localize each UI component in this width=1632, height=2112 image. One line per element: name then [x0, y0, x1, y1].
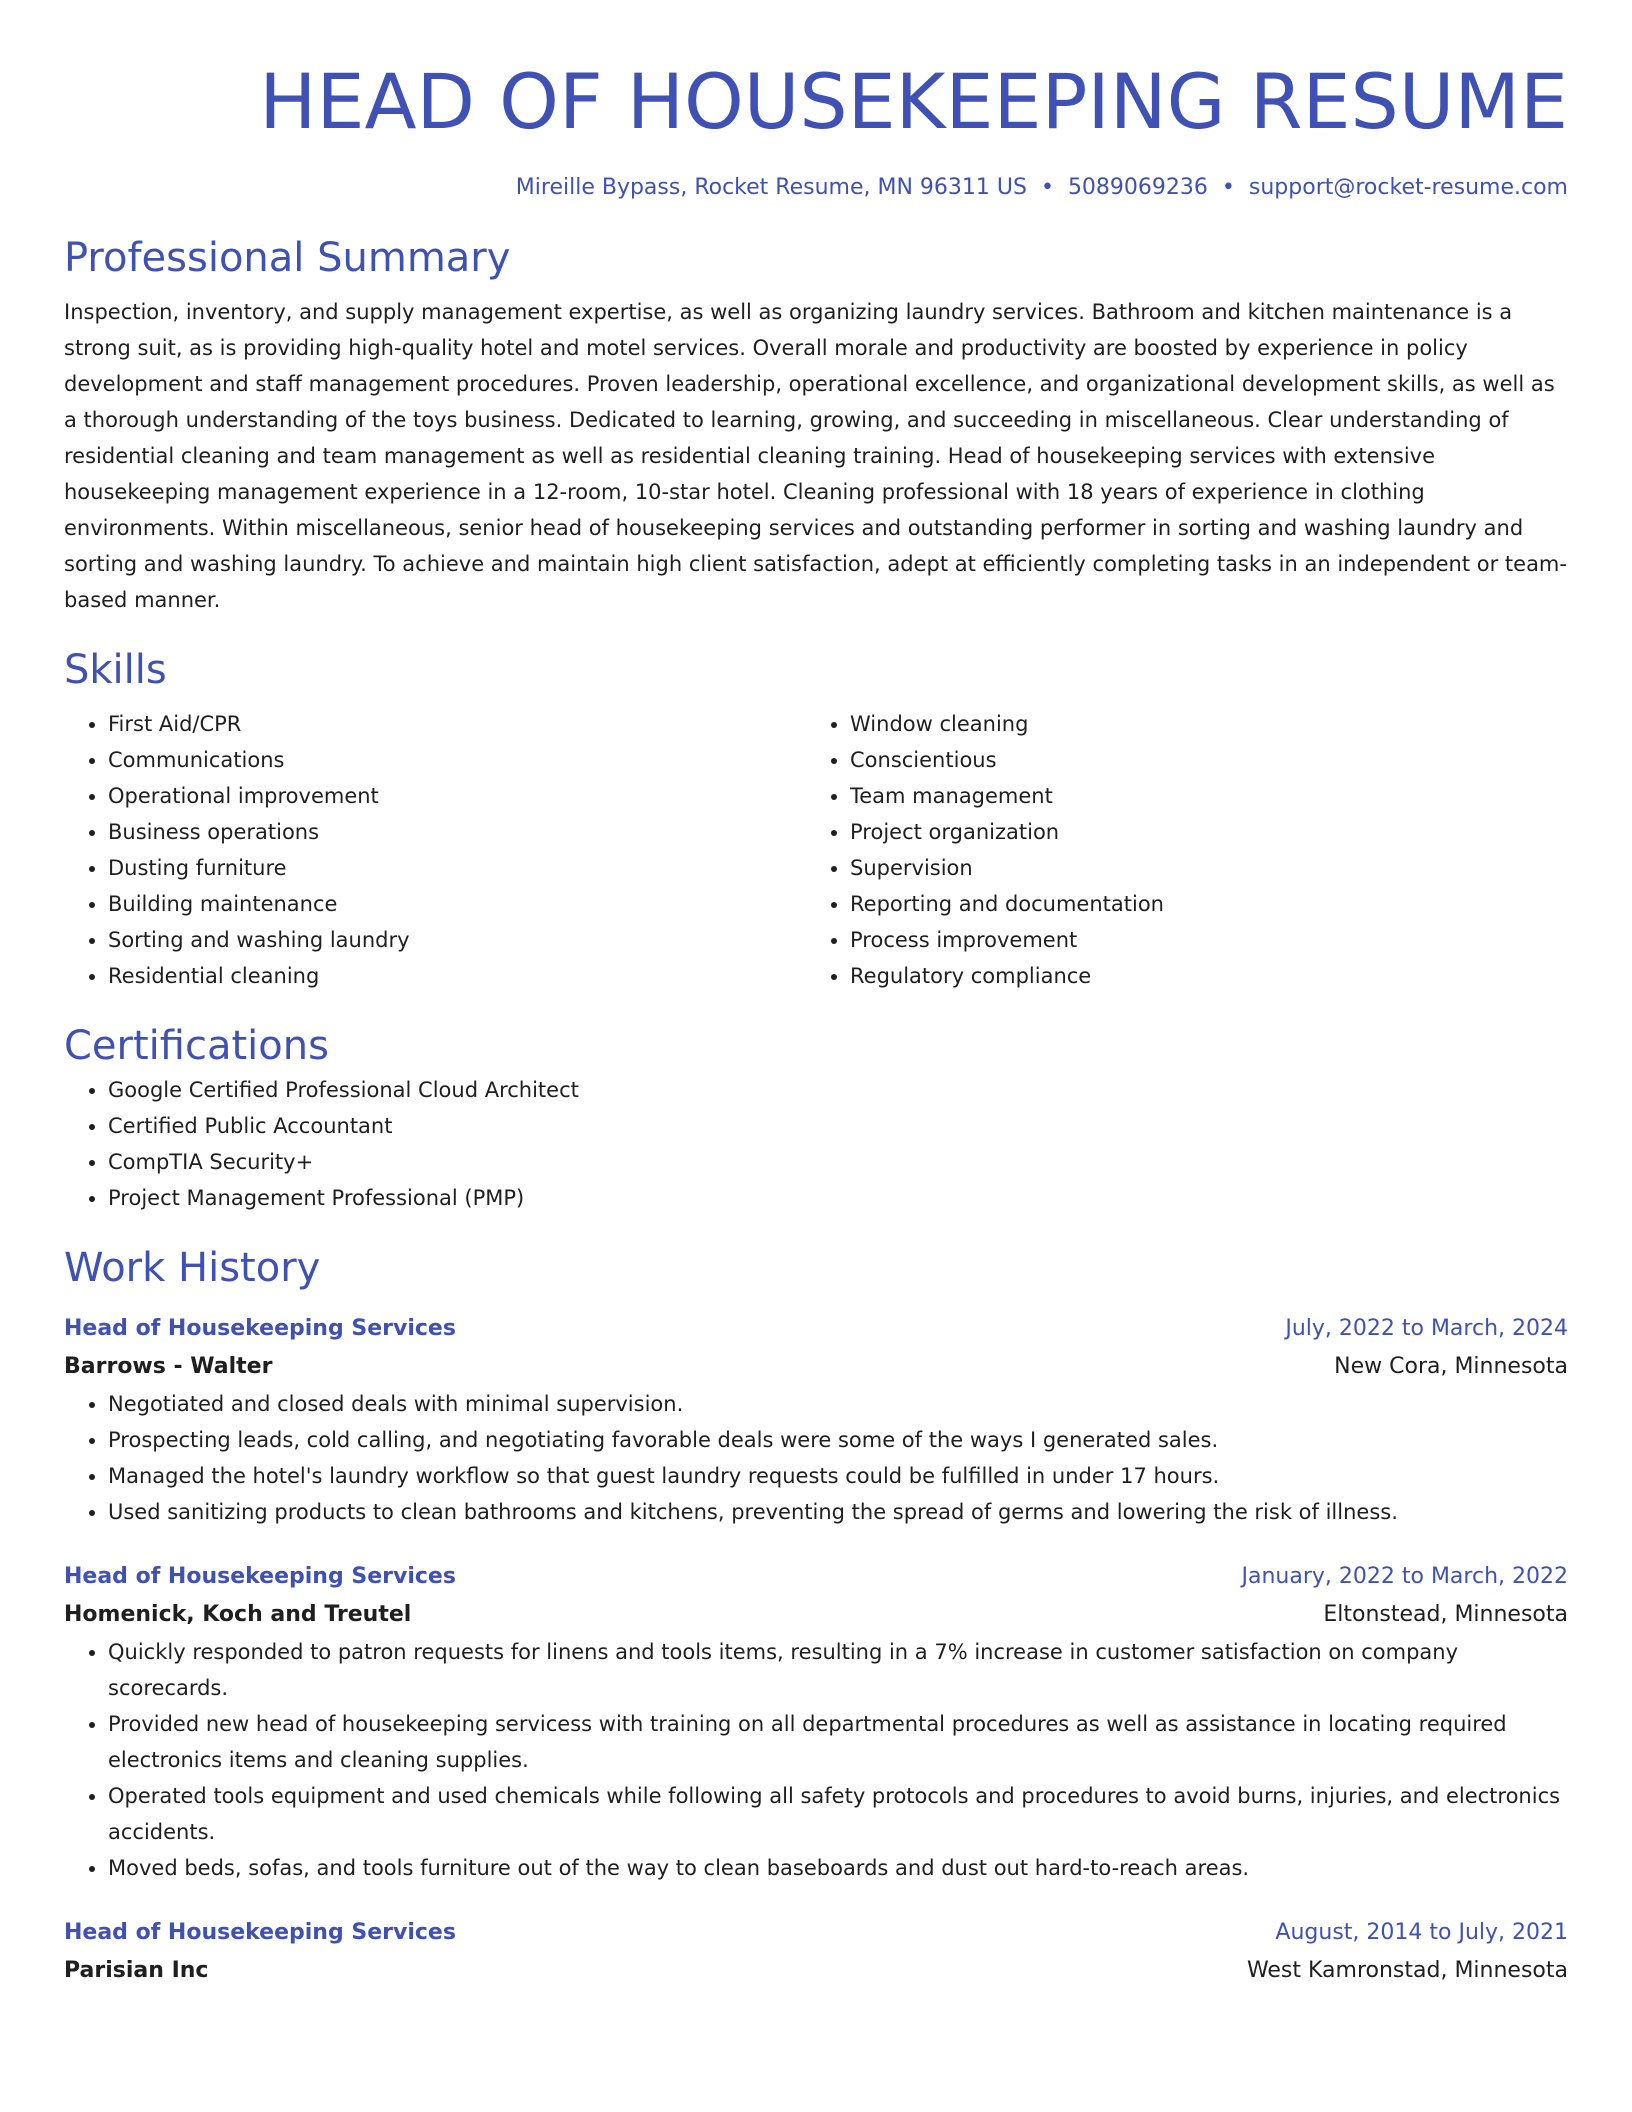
certification-item: • Project Management Professional (PMP) — [108, 1180, 1568, 1216]
skill-item: • Process improvement — [850, 922, 1548, 958]
contact-line — [64, 172, 1568, 204]
skills-column-right — [806, 706, 1548, 994]
skill-item: • Building maintenance — [108, 886, 806, 922]
certification-item: • CompTIA Security+ — [108, 1144, 1568, 1180]
certification-item: • Google Certified Professional Cloud Architect — [108, 1072, 1568, 1108]
skill-item: • Sorting and washing laundry — [108, 922, 806, 958]
skill-item: • Communications — [108, 742, 806, 778]
skills-heading: Skills — [64, 647, 167, 693]
job-entry — [64, 1914, 1568, 1990]
certifications-heading: Certifications — [64, 1023, 329, 1069]
certifications-list — [64, 1072, 1568, 1216]
job-dates: January, 2022 to March, 2022 — [1241, 1564, 1568, 1589]
job-location: Eltonstead, Minnesota — [1323, 1602, 1568, 1627]
skills-list-left — [64, 706, 806, 994]
job-bullet: • Provided new head of housekeeping servicess with training on all departmental procedures as well as assistance in locating required electronics items and cleaning supplies. — [108, 1706, 1568, 1778]
skill-item: • Window cleaning — [850, 706, 1548, 742]
skill-item: • Team management — [850, 778, 1548, 814]
job-bullets — [64, 1634, 1568, 1886]
job-company: Barrows - Walter — [64, 1354, 273, 1379]
job-header-row — [64, 1558, 1568, 1596]
summary-text: Inspection, inventory, and supply management expertise, as well as organizing laundry services. Bathroom and kitchen maintenance is a strong suit, as is providing high-quality hotel and motel services. Overall morale and productivity are boosted by experience in policy development and staff management procedures. Proven leadership, operational excellence, and organizational development skills, as well as a thorough understanding of the toys business. Dedicated to learning, growing, and succeeding in miscellaneous. Clear understanding of residential cleaning and team management as well as residential cleaning training. Head of housekeeping services with extensive housekeeping management experience in a 12-room, 10-star hotel. Cleaning professional with 18 years of experience in clothing environments. Within miscellaneous, senior head of housekeeping services and outstanding performer in sorting and washing laundry and sorting and washing laundry. To achieve and maintain high client satisfaction, adept at efficiently completing tasks in an independent or team-based manner. — [64, 300, 1567, 612]
job-entry — [64, 1310, 1568, 1530]
job-role: Head of Housekeeping Services — [64, 1564, 456, 1589]
summary-heading: Professional Summary — [64, 235, 511, 281]
contact-address: Mireille Bypass, Rocket Resume, MN 96311 US — [515, 175, 1027, 200]
job-bullet: • Managed the hotel's laundry workflow so that guest laundry requests could be fulfilled in under 17 hours. — [108, 1458, 1568, 1494]
skill-item: • Residential cleaning — [108, 958, 806, 994]
job-location: West Kamronstad, Minnesota — [1246, 1958, 1568, 1983]
skill-item: • Supervision — [850, 850, 1548, 886]
skill-item: • Operational improvement — [108, 778, 806, 814]
contact-email: support@rocket-resume.com — [1248, 175, 1568, 200]
skills-column-left — [64, 706, 806, 994]
job-bullet: • Prospecting leads, cold calling, and negotiating favorable deals were some of the ways I generated sales. — [108, 1422, 1568, 1458]
work-history-heading: Work History — [64, 1245, 321, 1291]
skills-grid — [64, 706, 1568, 994]
certification-item: • Certified Public Accountant — [108, 1108, 1568, 1144]
job-company-row — [64, 1596, 1568, 1634]
skill-item: • First Aid/CPR — [108, 706, 806, 742]
resume-title: HEAD OF HOUSEKEEPING RESUME — [259, 57, 1568, 146]
skills-list-right — [806, 706, 1548, 994]
skill-item: • Regulatory compliance — [850, 958, 1548, 994]
contact-separator: • — [1221, 175, 1235, 200]
job-company: Parisian Inc — [64, 1958, 209, 1983]
job-company-row — [64, 1952, 1568, 1990]
job-company-row — [64, 1348, 1568, 1386]
job-bullet: • Moved beds, sofas, and tools furniture out of the way to clean baseboards and dust out hard-to-reach areas. — [108, 1850, 1568, 1886]
job-dates: July, 2022 to March, 2024 — [1285, 1316, 1568, 1341]
skill-item: • Dusting furniture — [108, 850, 806, 886]
job-bullet: • Quickly responded to patron requests for linens and tools items, resulting in a 7% increase in customer satisfaction on company scorecards. — [108, 1634, 1568, 1706]
job-role: Head of Housekeeping Services — [64, 1316, 456, 1341]
contact-separator: • — [1040, 175, 1054, 200]
job-company: Homenick, Koch and Treutel — [64, 1602, 412, 1627]
job-bullet: • Negotiated and closed deals with minimal supervision. — [108, 1386, 1568, 1422]
job-location: New Cora, Minnesota — [1334, 1354, 1568, 1379]
job-bullets — [64, 1386, 1568, 1530]
job-header-row — [64, 1914, 1568, 1952]
skill-item: • Conscientious — [850, 742, 1548, 778]
job-role: Head of Housekeeping Services — [64, 1920, 456, 1945]
skill-item: • Project organization — [850, 814, 1548, 850]
skill-item: • Business operations — [108, 814, 806, 850]
job-dates: August, 2014 to July, 2021 — [1275, 1920, 1568, 1945]
job-bullet: • Used sanitizing products to clean bathrooms and kitchens, preventing the spread of germs and lowering the risk of illness. — [108, 1494, 1568, 1530]
job-header-row — [64, 1310, 1568, 1348]
skill-item: • Reporting and documentation — [850, 886, 1548, 922]
contact-phone: 5089069236 — [1067, 175, 1208, 200]
job-bullet: • Operated tools equipment and used chemicals while following all safety protocols and procedures to avoid burns, injuries, and electronics accidents. — [108, 1778, 1568, 1850]
job-entry — [64, 1558, 1568, 1886]
